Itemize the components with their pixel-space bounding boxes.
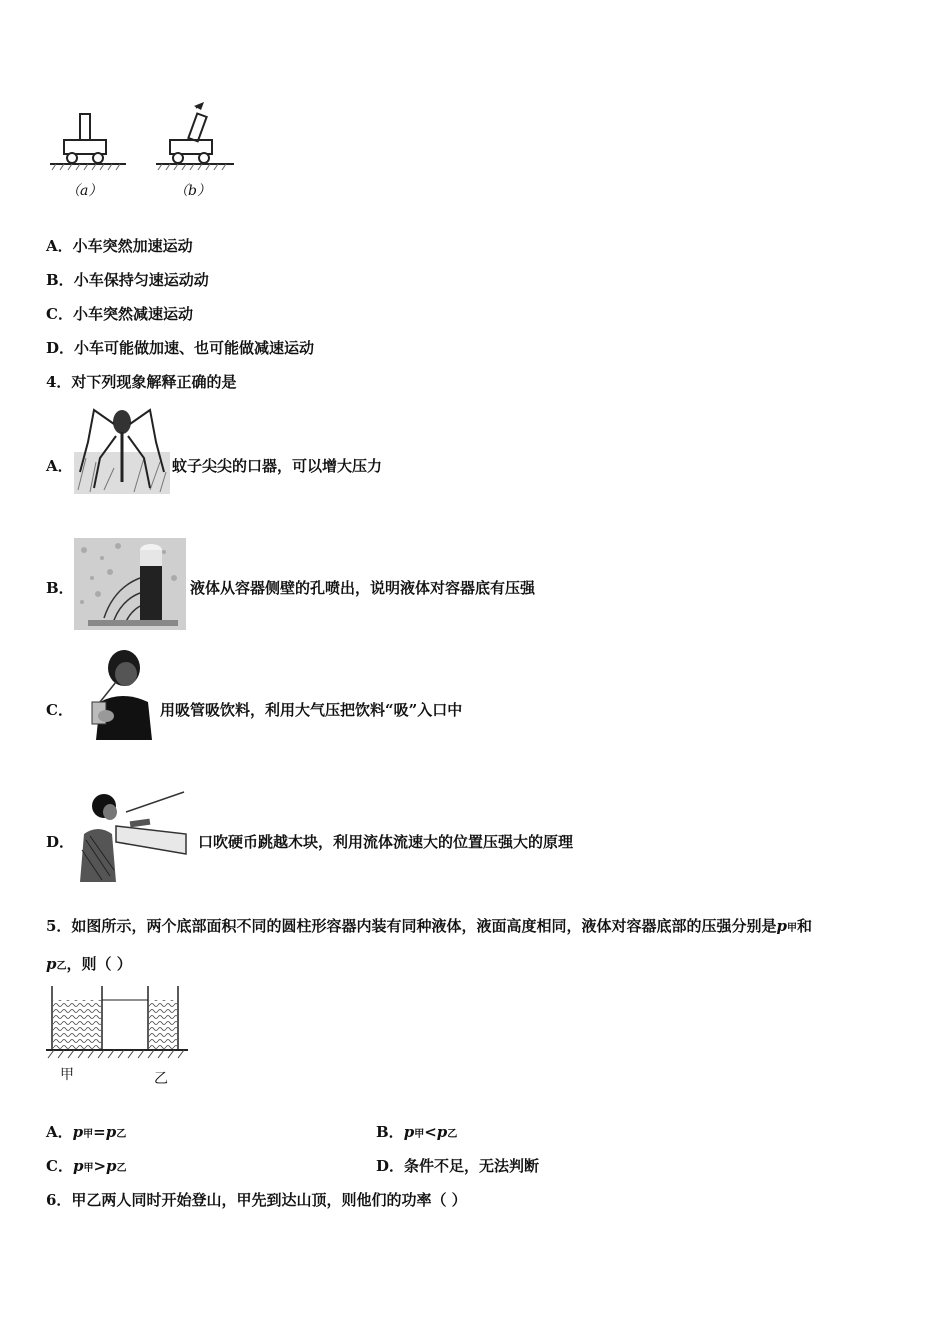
q4-option-a-text: 蚊子尖尖的口器，可以增大压力 (172, 457, 383, 475)
coin-blowing-photo (76, 790, 188, 882)
q3-option-a: A．小车突然加速运动 (46, 237, 193, 255)
q5-option-d: D．条件不足，无法判断 (376, 1157, 540, 1175)
containers-diagram (46, 984, 192, 1060)
coin-blowing-illustration (76, 790, 188, 882)
straw-drinking-illustration (82, 646, 156, 740)
q4-option-d-key: D． (46, 833, 75, 851)
container-label-yi: 乙 (154, 1071, 168, 1087)
q5-stem-line2: p乙，则（ ） (46, 955, 132, 973)
q4-option-b-text: 液体从容器侧壁的孔喷出，说明液体对容器底有压强 (190, 579, 536, 597)
container-label-jia: 甲 (60, 1067, 74, 1083)
containers-figure (46, 984, 192, 1088)
q4-option-b-key: B． (46, 579, 74, 597)
q5-option-a: A．p甲=p乙 (46, 1123, 127, 1141)
q4-option-c-text: 用吸管吸饮料，利用大气压把饮料“吸”入口中 (160, 701, 463, 719)
q3-option-c: C．小车突然减速运动 (46, 305, 193, 323)
container-spray-photo (74, 538, 186, 630)
straw-drinking-photo (82, 646, 156, 740)
q5-stem-line1: 5．如图所示，两个底部面积不同的圆柱形容器内装有同种液体，液面高度相同，液体对容器底部的压强分别是p甲和 (46, 917, 812, 935)
figure-label-a: （a） (66, 183, 103, 199)
q5-option-c: C．p甲>p乙 (46, 1157, 127, 1175)
mosquito-illustration (74, 402, 170, 494)
q4-option-c-key: C． (46, 701, 73, 719)
q3-option-b: B．小车保持匀速运动动 (46, 271, 209, 289)
q3-option-d: D．小车可能做加速、也可能做减速运动 (46, 339, 315, 357)
q5-option-b: B．p甲<p乙 (376, 1123, 458, 1141)
q4-option-d-text: 口吹硬币跳越木块，利用流体流速大的位置压强大的原理 (198, 833, 574, 851)
q6-stem: 6．甲乙两人同时开始登山，甲先到达山顶，则他们的功率（ ） (46, 1191, 467, 1209)
q4-option-a-key: A． (46, 457, 73, 475)
container-spray-illustration (74, 538, 186, 630)
q4-stem: 4．对下列现象解释正确的是 (46, 373, 237, 391)
mosquito-photo (74, 402, 170, 494)
figure-label-b: （b） (174, 183, 211, 199)
cart-figure (46, 100, 238, 208)
